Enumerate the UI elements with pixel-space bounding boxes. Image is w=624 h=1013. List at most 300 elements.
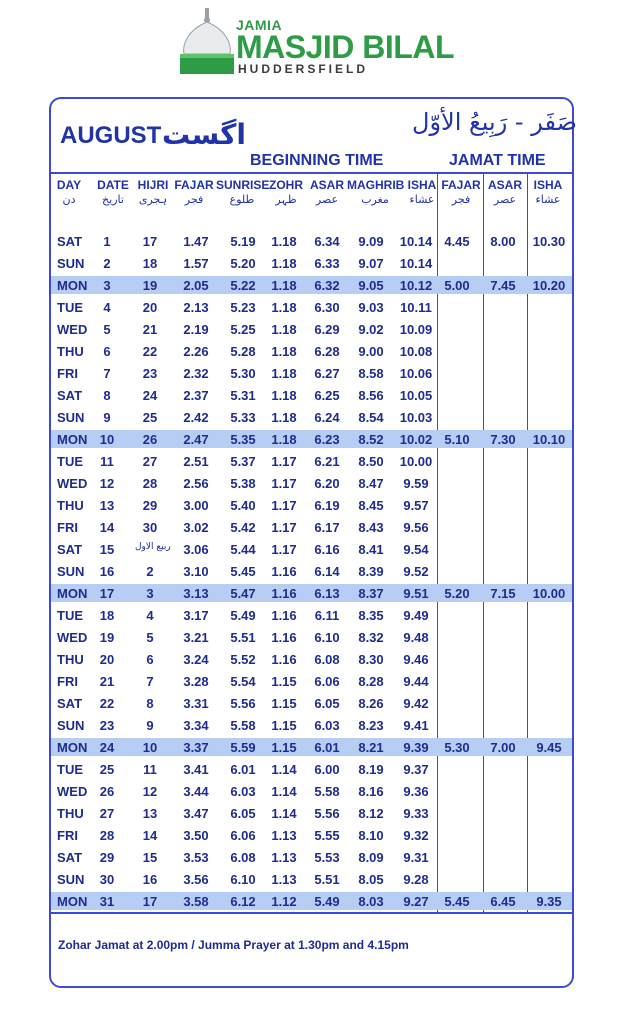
cell-j-asar: 7.15 xyxy=(490,586,516,601)
cell-asar: 6.20 xyxy=(314,476,340,491)
cell-zohr: 1.16 xyxy=(271,630,297,645)
cell-zohr: 1.12 xyxy=(271,894,297,909)
cell-asar: 6.13 xyxy=(314,586,340,601)
cell-date: 22 xyxy=(99,696,115,711)
cell-day: THU xyxy=(57,806,84,821)
cell-isha: 9.44 xyxy=(403,674,429,689)
table-bottom-divider xyxy=(51,912,572,914)
cell-hijri: 8 xyxy=(146,696,154,711)
cell-j-fajar: 5.45 xyxy=(444,894,470,909)
table-row xyxy=(51,824,572,846)
cell-isha: 10.09 xyxy=(399,322,433,337)
cell-isha: 9.39 xyxy=(403,740,429,755)
table-row xyxy=(51,868,572,890)
column-header-en: SUNRISE xyxy=(216,178,270,192)
cell-zohr: 1.18 xyxy=(271,432,297,447)
cell-maghrib: 8.09 xyxy=(358,850,384,865)
cell-zohr: 1.17 xyxy=(271,520,297,535)
cell-zohr: 1.17 xyxy=(271,498,297,513)
cell-asar: 6.30 xyxy=(314,300,340,315)
cell-sunrise: 5.42 xyxy=(230,520,256,535)
cell-fajar: 3.41 xyxy=(183,762,209,777)
cell-date: 13 xyxy=(99,498,115,513)
cell-zohr: 1.17 xyxy=(271,542,297,557)
cell-isha: 9.42 xyxy=(403,696,429,711)
cell-isha: 10.00 xyxy=(399,454,433,469)
cell-sunrise: 6.10 xyxy=(230,872,256,887)
cell-hijri: 17 xyxy=(142,234,158,249)
cell-date: 6 xyxy=(103,344,111,359)
cell-maghrib: 8.05 xyxy=(358,872,384,887)
cell-date: 9 xyxy=(103,410,111,425)
cell-day: MON xyxy=(57,432,88,447)
column-header-en: ASAR xyxy=(309,178,344,192)
table-row xyxy=(51,406,572,428)
cell-maghrib: 9.03 xyxy=(358,300,384,315)
column-header xyxy=(96,178,130,207)
cell-hijri: 23 xyxy=(142,366,158,381)
cell-fajar: 2.19 xyxy=(183,322,209,337)
beginning-time-label: BEGINNING TIME xyxy=(250,152,384,169)
cell-day: WED xyxy=(57,476,88,491)
column-header-ur: تاریخ xyxy=(102,193,124,206)
cell-day: SAT xyxy=(57,234,83,249)
table-row xyxy=(51,230,572,252)
cell-maghrib: 8.16 xyxy=(358,784,384,799)
cell-sunrise: 5.47 xyxy=(230,586,256,601)
cell-isha: 10.08 xyxy=(399,344,433,359)
cell-asar: 6.05 xyxy=(314,696,340,711)
column-header xyxy=(347,178,403,207)
cell-day: SAT xyxy=(57,850,83,865)
cell-hijri: 11 xyxy=(143,762,157,777)
table-row xyxy=(51,428,572,450)
cell-isha: 10.14 xyxy=(399,234,433,249)
cell-j-asar: 7.30 xyxy=(490,432,516,447)
cell-maghrib: 8.43 xyxy=(358,520,384,535)
table-row xyxy=(51,648,572,670)
cell-sunrise: 5.58 xyxy=(230,718,256,733)
cell-hijri: 20 xyxy=(142,300,158,315)
column-header-ur: فجر xyxy=(451,193,471,206)
cell-fajar: 2.32 xyxy=(183,366,209,381)
cell-j-isha: 10.30 xyxy=(532,234,566,249)
cell-day: SUN xyxy=(57,872,85,887)
cell-hijri: 14 xyxy=(142,828,158,843)
cell-date: 26 xyxy=(99,784,115,799)
logo-text xyxy=(236,18,454,76)
cell-hijri: 13 xyxy=(142,806,158,821)
cell-zohr: 1.18 xyxy=(271,410,297,425)
cell-fajar: 3.28 xyxy=(183,674,209,689)
cell-day: WED xyxy=(57,630,88,645)
cell-hijri: 9 xyxy=(146,718,154,733)
table-row xyxy=(51,494,572,516)
table-row xyxy=(51,472,572,494)
table-row xyxy=(51,538,572,560)
cell-day: MON xyxy=(57,278,88,293)
table-row xyxy=(51,384,572,406)
cell-maghrib: 8.26 xyxy=(358,696,384,711)
cell-isha: 9.27 xyxy=(403,894,429,909)
cell-j-fajar: 4.45 xyxy=(444,234,470,249)
month-title-ur: اگست xyxy=(162,118,247,151)
column-header-ur: عشاء xyxy=(535,193,561,206)
cell-hijri: 15 xyxy=(142,850,158,865)
cell-sunrise: 5.25 xyxy=(230,322,256,337)
cell-zohr: 1.13 xyxy=(271,872,297,887)
cell-date: 25 xyxy=(99,762,115,777)
cell-fajar: 3.24 xyxy=(183,652,209,667)
cell-maghrib: 8.30 xyxy=(358,652,384,667)
cell-asar: 5.49 xyxy=(314,894,340,909)
cell-j-fajar: 5.30 xyxy=(444,740,470,755)
month-title-en: AUGUST xyxy=(60,122,162,149)
cell-fajar: 3.44 xyxy=(183,784,209,799)
cell-j-asar: 8.00 xyxy=(490,234,516,249)
cell-maghrib: 8.41 xyxy=(358,542,384,557)
footer-note: Zohar Jamat at 2.00pm / Jumma Prayer at 1.30pm and 4.15pm xyxy=(58,938,409,952)
column-header-ur: عصر xyxy=(315,193,339,206)
cell-asar: 5.58 xyxy=(314,784,340,799)
cell-hijri: 2 xyxy=(146,564,154,579)
cell-fajar: 3.31 xyxy=(183,696,209,711)
cell-maghrib: 8.37 xyxy=(358,586,384,601)
column-header-en: DAY xyxy=(56,178,82,192)
cell-hijri: 29 xyxy=(142,498,158,513)
cell-asar: 6.00 xyxy=(314,762,340,777)
column-header xyxy=(173,178,215,207)
cell-date: 28 xyxy=(99,828,115,843)
cell-sunrise: 5.52 xyxy=(230,652,256,667)
column-header-en: ASAR xyxy=(487,178,522,192)
column-header-en: FAJAR xyxy=(174,178,214,192)
cell-zohr: 1.14 xyxy=(271,806,297,821)
hijri-months-title: صَفَر - رَبِيعُ الأوّل xyxy=(412,108,577,136)
cell-hijri: 28 xyxy=(142,476,158,491)
cell-day: TUE xyxy=(57,300,83,315)
cell-day: WED xyxy=(57,322,88,337)
cell-sunrise: 5.22 xyxy=(230,278,256,293)
cell-date: 15 xyxy=(99,542,115,557)
cell-fajar: 2.26 xyxy=(183,344,209,359)
cell-day: MON xyxy=(57,740,88,755)
cell-hijri: 30 xyxy=(142,520,158,535)
cell-maghrib: 8.19 xyxy=(358,762,384,777)
table-row xyxy=(51,736,572,758)
cell-date: 18 xyxy=(99,608,115,623)
cell-isha: 9.32 xyxy=(403,828,429,843)
cell-zohr: 1.16 xyxy=(271,586,297,601)
cell-asar: 6.19 xyxy=(314,498,340,513)
cell-day: SUN xyxy=(57,718,85,733)
cell-date: 27 xyxy=(99,806,115,821)
cell-isha: 10.03 xyxy=(399,410,433,425)
cell-maghrib: 8.21 xyxy=(358,740,384,755)
table-row xyxy=(51,318,572,340)
cell-asar: 6.32 xyxy=(314,278,340,293)
cell-isha: 9.46 xyxy=(403,652,429,667)
cell-isha: 9.33 xyxy=(403,806,429,821)
cell-isha: 9.59 xyxy=(403,476,429,491)
cell-asar: 6.21 xyxy=(314,454,340,469)
cell-zohr: 1.16 xyxy=(271,652,297,667)
cell-maghrib: 8.12 xyxy=(358,806,384,821)
cell-sunrise: 5.49 xyxy=(230,608,256,623)
cell-isha: 10.02 xyxy=(399,432,433,447)
table-row xyxy=(51,692,572,714)
cell-date: 1 xyxy=(103,234,111,249)
cell-fajar: 3.17 xyxy=(183,608,209,623)
cell-maghrib: 8.35 xyxy=(358,608,384,623)
cell-maghrib: 8.28 xyxy=(358,674,384,689)
cell-day: THU xyxy=(57,652,84,667)
cell-isha: 10.14 xyxy=(399,256,433,271)
column-header-ur: عصر xyxy=(493,193,517,206)
column-header xyxy=(309,178,345,207)
cell-day: FRI xyxy=(57,366,78,381)
cell-sunrise: 6.12 xyxy=(230,894,256,909)
cell-asar: 6.28 xyxy=(314,344,340,359)
cell-isha: 9.48 xyxy=(403,630,429,645)
column-header-ur: ہجری xyxy=(138,193,168,206)
cell-j-asar: 6.45 xyxy=(490,894,516,909)
cell-hijri: 25 xyxy=(142,410,158,425)
cell-date: 21 xyxy=(99,674,115,689)
cell-sunrise: 5.51 xyxy=(230,630,256,645)
cell-zohr: 1.14 xyxy=(271,784,297,799)
column-header xyxy=(405,178,439,207)
cell-asar: 6.10 xyxy=(314,630,340,645)
cell-sunrise: 5.33 xyxy=(230,410,256,425)
cell-zohr: 1.18 xyxy=(271,388,297,403)
cell-day: TUE xyxy=(57,608,83,623)
cell-isha: 9.54 xyxy=(403,542,429,557)
cell-fajar: 1.57 xyxy=(183,256,209,271)
logo-jamia: JAMIA xyxy=(236,17,283,33)
column-header-en: FAJAR xyxy=(441,178,481,192)
cell-fajar: 3.37 xyxy=(183,740,209,755)
cell-isha: 9.57 xyxy=(403,498,429,513)
cell-fajar: 2.13 xyxy=(183,300,209,315)
cell-zohr: 1.17 xyxy=(271,454,297,469)
table-row xyxy=(51,802,572,824)
cell-sunrise: 6.01 xyxy=(230,762,256,777)
cell-asar: 6.11 xyxy=(314,608,340,623)
cell-zohr: 1.18 xyxy=(271,234,297,249)
cell-asar: 6.25 xyxy=(314,388,340,403)
cell-j-asar: 7.45 xyxy=(490,278,516,293)
cell-hijri: ربیع الاول xyxy=(135,542,171,552)
cell-sunrise: 5.59 xyxy=(230,740,256,755)
cell-date: 16 xyxy=(99,564,115,579)
cell-date: 29 xyxy=(99,850,115,865)
cell-fajar: 3.06 xyxy=(183,542,209,557)
cell-zohr: 1.17 xyxy=(271,476,297,491)
cell-hijri: 19 xyxy=(142,278,158,293)
cell-hijri: 21 xyxy=(142,322,158,337)
cell-date: 14 xyxy=(99,520,115,535)
cell-fajar: 2.42 xyxy=(183,410,209,425)
column-header-en: ZOHR xyxy=(269,178,303,192)
cell-isha: 9.52 xyxy=(403,564,429,579)
column-header-ur: دن xyxy=(62,193,76,206)
cell-date: 23 xyxy=(99,718,115,733)
cell-asar: 6.27 xyxy=(314,366,340,381)
cell-day: FRI xyxy=(57,674,78,689)
cell-zohr: 1.18 xyxy=(271,344,297,359)
cell-maghrib: 8.03 xyxy=(358,894,384,909)
cell-date: 2 xyxy=(103,256,111,271)
cell-hijri: 4 xyxy=(146,608,154,623)
cell-isha: 10.12 xyxy=(399,278,433,293)
cell-maghrib: 8.45 xyxy=(358,498,384,513)
cell-j-isha: 10.00 xyxy=(532,586,566,601)
cell-sunrise: 5.44 xyxy=(230,542,256,557)
cell-sunrise: 5.19 xyxy=(230,234,256,249)
cell-isha: 10.05 xyxy=(399,388,433,403)
cell-asar: 6.29 xyxy=(314,322,340,337)
cell-date: 24 xyxy=(99,740,115,755)
cell-zohr: 1.18 xyxy=(271,322,297,337)
cell-date: 11 xyxy=(100,454,114,469)
column-header-ur: مغرب xyxy=(361,193,389,206)
cell-sunrise: 6.03 xyxy=(230,784,256,799)
cell-day: THU xyxy=(57,344,84,359)
table-row xyxy=(51,296,572,318)
cell-hijri: 12 xyxy=(142,784,158,799)
cell-asar: 6.17 xyxy=(314,520,340,535)
cell-asar: 5.56 xyxy=(314,806,340,821)
cell-day: FRI xyxy=(57,828,78,843)
cell-maghrib: 9.05 xyxy=(358,278,384,293)
cell-zohr: 1.16 xyxy=(271,608,297,623)
column-header-ur: ظہر xyxy=(275,193,297,206)
column-header-en: ISHA xyxy=(533,178,563,192)
cell-j-fajar: 5.10 xyxy=(444,432,470,447)
cell-day: TUE xyxy=(57,454,83,469)
header xyxy=(0,0,624,90)
column-header xyxy=(216,178,268,207)
cell-sunrise: 5.45 xyxy=(230,564,256,579)
cell-asar: 6.34 xyxy=(314,234,340,249)
cell-maghrib: 8.32 xyxy=(358,630,384,645)
cell-fajar: 2.47 xyxy=(183,432,209,447)
cell-fajar: 3.13 xyxy=(183,586,209,601)
table-row xyxy=(51,846,572,868)
cell-hijri: 17 xyxy=(142,894,158,909)
cell-maghrib: 8.50 xyxy=(358,454,384,469)
table-row xyxy=(51,626,572,648)
cell-day: SUN xyxy=(57,256,85,271)
column-header-ur: طلوع xyxy=(229,193,255,206)
cell-maghrib: 8.23 xyxy=(358,718,384,733)
cell-maghrib: 8.58 xyxy=(358,366,384,381)
column-header-en: HIJRI xyxy=(137,178,169,192)
cell-day: SAT xyxy=(57,388,83,403)
cell-day: THU xyxy=(57,498,84,513)
cell-maghrib: 8.39 xyxy=(358,564,384,579)
column-header xyxy=(56,178,82,207)
cell-zohr: 1.13 xyxy=(271,828,297,843)
table-row xyxy=(51,362,572,384)
cell-hijri: 18 xyxy=(142,256,158,271)
cell-fajar: 3.50 xyxy=(183,828,209,843)
cell-date: 8 xyxy=(103,388,111,403)
cell-fajar: 2.37 xyxy=(183,388,209,403)
cell-sunrise: 5.28 xyxy=(230,344,256,359)
cell-asar: 5.53 xyxy=(314,850,340,865)
jamat-time-label: JAMAT TIME xyxy=(449,152,546,169)
cell-day: MON xyxy=(57,894,88,909)
cell-j-fajar: 5.00 xyxy=(444,278,470,293)
cell-hijri: 3 xyxy=(146,586,154,601)
cell-fajar: 3.56 xyxy=(183,872,209,887)
table-row xyxy=(51,274,572,296)
cell-isha: 10.11 xyxy=(400,300,432,315)
cell-fajar: 3.53 xyxy=(183,850,209,865)
cell-fajar: 3.10 xyxy=(183,564,209,579)
cell-fajar: 3.21 xyxy=(183,630,209,645)
cell-zohr: 1.15 xyxy=(271,740,297,755)
cell-asar: 6.33 xyxy=(314,256,340,271)
cell-hijri: 5 xyxy=(146,630,154,645)
cell-asar: 5.51 xyxy=(314,872,340,887)
cell-fajar: 3.58 xyxy=(183,894,209,909)
table-row xyxy=(51,340,572,362)
cell-zohr: 1.18 xyxy=(271,366,297,381)
cell-maghrib: 8.56 xyxy=(358,388,384,403)
table-row xyxy=(51,516,572,538)
table-row xyxy=(51,450,572,472)
cell-date: 30 xyxy=(99,872,115,887)
cell-fajar: 1.47 xyxy=(183,234,209,249)
cell-asar: 6.14 xyxy=(314,564,340,579)
cell-date: 5 xyxy=(103,322,111,337)
column-header xyxy=(486,178,524,207)
column-header-en: DATE xyxy=(97,178,129,192)
table-row xyxy=(51,604,572,626)
cell-asar: 6.23 xyxy=(314,432,340,447)
cell-hijri: 6 xyxy=(146,652,154,667)
cell-zohr: 1.18 xyxy=(271,300,297,315)
cell-zohr: 1.15 xyxy=(271,696,297,711)
cell-date: 7 xyxy=(103,366,111,381)
cell-maghrib: 9.00 xyxy=(358,344,384,359)
cell-day: MON xyxy=(57,586,88,601)
cell-maghrib: 8.10 xyxy=(358,828,384,843)
cell-zohr: 1.15 xyxy=(271,718,297,733)
cell-fajar: 3.02 xyxy=(183,520,209,535)
cell-sunrise: 5.40 xyxy=(230,498,256,513)
table-row xyxy=(51,670,572,692)
cell-maghrib: 8.52 xyxy=(358,432,384,447)
cell-isha: 9.31 xyxy=(403,850,429,865)
cell-hijri: 10 xyxy=(142,740,158,755)
header-divider xyxy=(51,172,572,174)
cell-hijri: 22 xyxy=(142,344,158,359)
cell-asar: 6.16 xyxy=(314,542,340,557)
cell-isha: 9.49 xyxy=(403,608,429,623)
cell-j-isha: 10.10 xyxy=(532,432,566,447)
cell-sunrise: 5.23 xyxy=(230,300,256,315)
column-header-en: MAGHRIB xyxy=(347,178,405,192)
cell-maghrib: 8.47 xyxy=(358,476,384,491)
cell-zohr: 1.13 xyxy=(271,850,297,865)
table-row xyxy=(51,560,572,582)
cell-sunrise: 5.31 xyxy=(230,388,256,403)
cell-sunrise: 5.37 xyxy=(230,454,256,469)
